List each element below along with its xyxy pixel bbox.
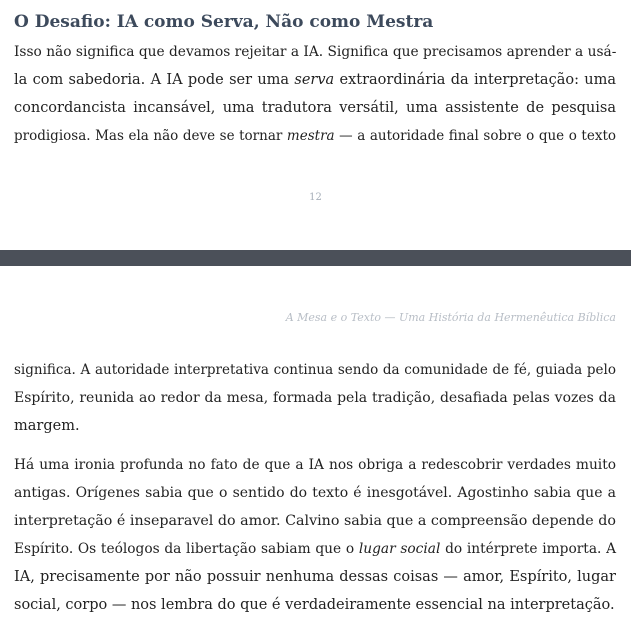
intro-line-2-end: extraordinária da interpretação: uma: [339, 72, 616, 88]
intro-line-1: Isso não significa que devamos rejeitar a IA. Significa que precisamos aprender a usá-: [14, 44, 617, 60]
irony-line-3: interpretação é inseparavel do amor. Calvino sabia que a compreensão depende do: [14, 513, 616, 529]
intro-line-4: [14, 122, 616, 150]
irony-line-5: IA, precisamente por não possuir nenhuma dessas coisas — amor, Espírito, lugar: [14, 569, 616, 585]
continuation-line-1: significa. A autoridade interpretativa continua sendo da comunidade de fé, guiada pelo: [14, 362, 616, 378]
continuation-line-2: Espírito, reunida ao redor da mesa, formada pela tradição, desafiada pelas vozes da: [14, 390, 616, 406]
irony-line-6: social, corpo — nos lembra do que é verdadeiramente essencial na interpretação.: [14, 597, 615, 613]
continuation-line-3: margem.: [14, 418, 80, 434]
irony-line-4: [14, 535, 616, 563]
page-number: 12: [309, 192, 322, 203]
irony-line-2: antigas. Orígenes sabia que o sentido do texto é inesgotável. Agostinho sabia que a: [14, 485, 616, 501]
intro-line-2: [14, 66, 616, 94]
upper-page: [0, 0, 631, 250]
intro-line-4-end: — a autoridade final sobre o que o texto: [339, 128, 617, 144]
page-break-divider: [0, 250, 631, 266]
irony-line-4-end: do intérprete importa. A: [445, 541, 617, 557]
running-header: A Mesa e o Texto — Uma História da Hermenêutica Bíblica: [285, 311, 616, 324]
irony-line-1: Há uma ironia profunda no fato de que a IA nos obriga a redescobrir verdades muito: [14, 457, 616, 473]
irony-line-4-start: Espírito. Os teólogos da libertação sabiam que o: [14, 541, 355, 557]
emphasis-serva: serva: [294, 72, 335, 88]
section-title: O Desafio: IA como Serva, Não como Mestra: [14, 12, 434, 32]
intro-line-4-start: prodigiosa. Mas ela não deve se tornar: [14, 128, 283, 144]
emphasis-mestra: mestra: [286, 128, 335, 144]
emphasis-lugar-social: lugar social: [358, 541, 441, 557]
intro-line-2-start: la com sabedoria. A IA pode ser uma: [14, 72, 290, 88]
intro-line-3: concordancista incansável, uma tradutora versátil, uma assistente de pesquisa: [14, 100, 616, 116]
